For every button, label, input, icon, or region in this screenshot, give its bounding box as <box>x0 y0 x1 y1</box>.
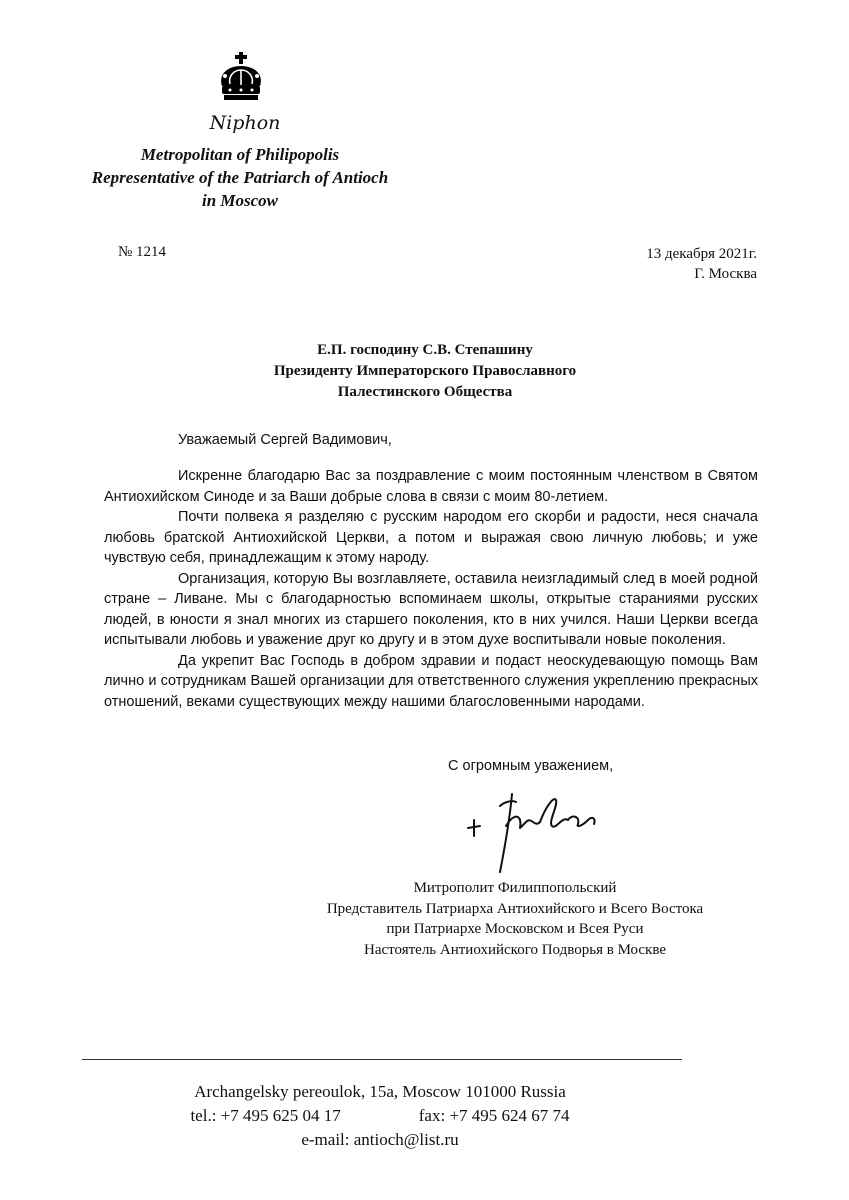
signatory-title: Митрополит Филиппопольский <box>413 880 617 896</box>
closing: С огромным уважением, <box>448 758 614 774</box>
handwritten-signature <box>440 786 620 876</box>
paragraph: Организация, которую Вы возглавляете, оставила неизгладимый след в моей родной стране – Ливане. Мы с благодарностью вспоминаем школы, открытые стараниями русских людей, в юности я знал многих из старшего поколения, кто в них учился. Наши Церкви всегда испытывали любовь и уважение друг ко другу и в этом духе воспитывали новые поколения. <box>104 570 758 648</box>
signatory-position: при Патриархе Московском и Всея Руси <box>386 921 644 937</box>
greeting: Уважаемый Сергей Вадимович, <box>178 432 392 448</box>
paragraph: Искренне благодарю Вас за поздравление с моим постоянным членством в Святом Антиохийском Синоде и за Ваши добрые слова в связи с моим 80-летием. <box>104 468 758 505</box>
footer-email: e-mail: antioch@list.ru <box>301 1130 459 1149</box>
paragraph: Почти полвека я разделяю с русским народом его скорби и радости, неся сначала любовь братской Антиохийской Церкви, а потом и выражая свою личную любовь; и уже чувствую себя, принадлежащим к этому народу. <box>104 509 758 566</box>
signature-block <box>250 878 780 960</box>
logo-script-name: Niphon <box>209 112 281 134</box>
footer-divider <box>82 1059 682 1060</box>
addressee-line: Палестинского Общества <box>337 384 513 400</box>
crown-logo-icon <box>216 52 266 106</box>
footer-tel: tel.: +7 495 625 04 17 <box>190 1106 341 1125</box>
addressee-line: Президенту Императорского Православного <box>273 363 577 379</box>
footer-fax: fax: +7 495 624 67 74 <box>418 1106 570 1125</box>
date-block <box>646 244 757 284</box>
letter-body <box>104 466 758 712</box>
letterhead-subtitle: Representative of the Patriarch of Antioch <box>91 168 389 187</box>
letterhead-title: Metropolitan of Philipopolis <box>140 145 340 164</box>
signatory-position: Представитель Патриарха Антиохийского и Всего Востока <box>326 900 704 917</box>
document-date: 13 декабря 2021г. <box>646 246 757 262</box>
footer <box>130 1080 630 1152</box>
footer-contacts <box>130 1104 630 1128</box>
letterhead-location: in Moscow <box>201 191 279 210</box>
signatory-position: Настоятель Антиохийского Подворья в Москве <box>363 941 666 958</box>
document-number: № 1214 <box>118 244 167 260</box>
addressee-line: Е.П. господину С.В. Степашину <box>317 342 533 358</box>
document-city: Г. Москва <box>694 266 757 282</box>
paragraph: Да укрепит Вас Господь в добром здравии и подаст неоскудевающую помощь Вам лично и сотрудникам Вашей организации для ответственного служения укреплению прекрасных отношений, веками существующих между нашими благословенными народами. <box>104 652 758 710</box>
addressee-block <box>160 340 690 403</box>
footer-address: Archangelsky pereoulok, 15a, Moscow 101000 Russia <box>194 1082 566 1101</box>
